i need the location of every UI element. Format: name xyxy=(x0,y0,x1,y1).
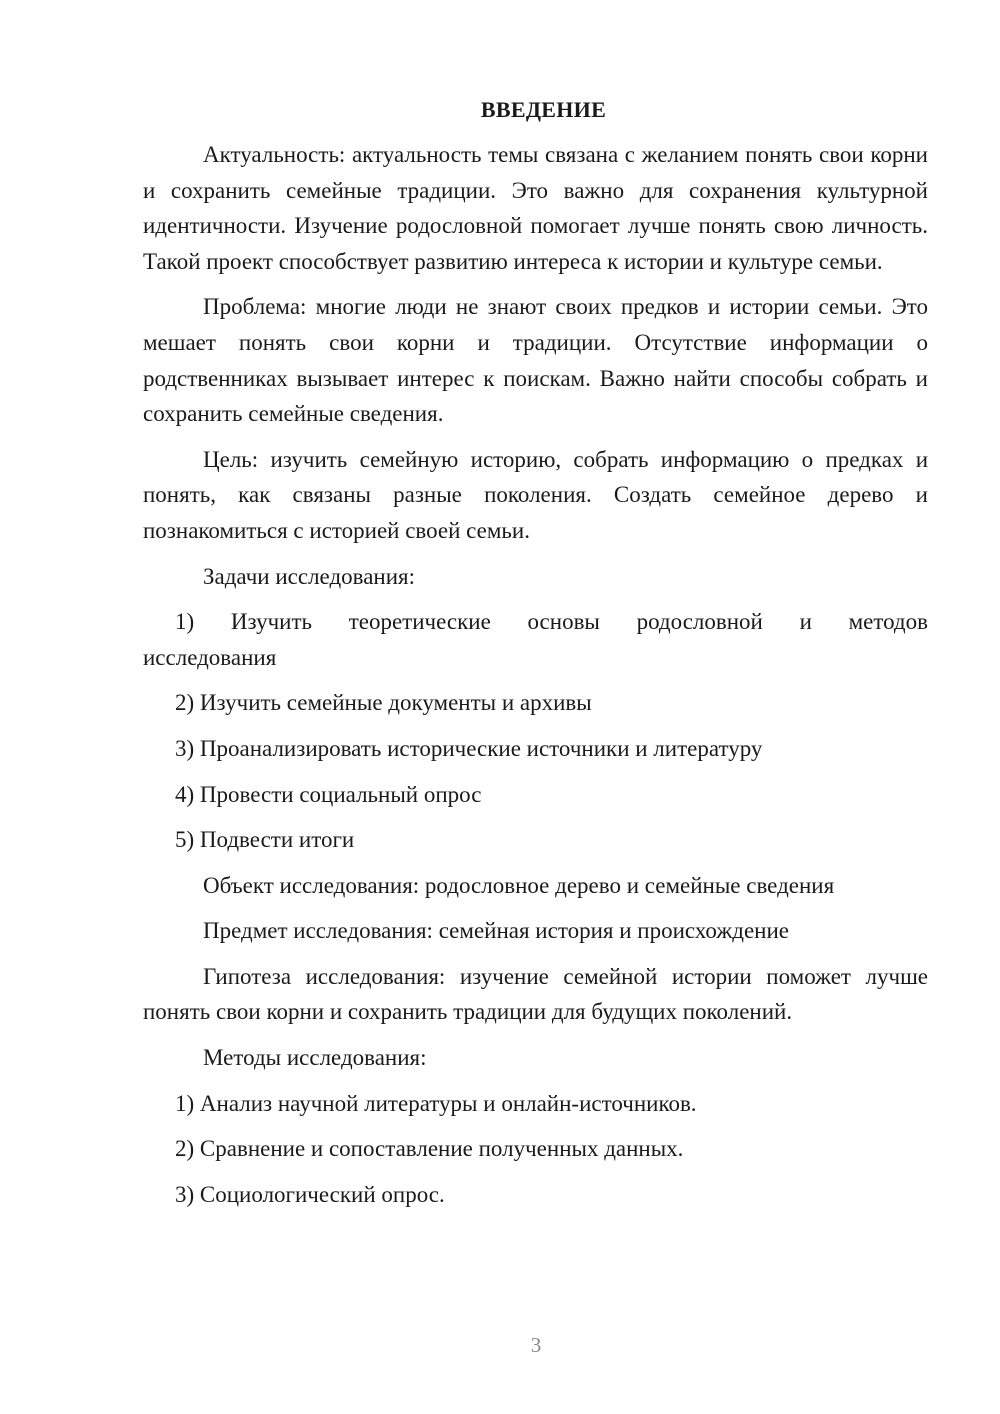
research-subject: Предмет исследования: семейная история и происхождение xyxy=(203,918,789,944)
list-item: 3) Социологический опрос. xyxy=(175,1181,445,1207)
list-item: 1) Анализ научной литературы и онлайн-источников. xyxy=(175,1090,697,1116)
paragraph-relevance: Актуальность: актуальность темы связана с желанием понять свои корни и сохранить семейные традиции. Это важно для сохранения культурной идентичности. Изучение родословной помогает лучше понять свою личность. Такой проект способствует развитию интереса к истории и культуре семьи. xyxy=(143,142,928,274)
methods-list xyxy=(143,1086,928,1213)
list-item: 2) Изучить семейные документы и архивы xyxy=(175,690,592,716)
paragraph-problem: Проблема: многие люди не знают своих предков и истории семьи. Это мешает понять свои корни и традиции. Отсутствие информации о родственниках вызывает интерес к поискам. Важно найти способы собрать и сохранить семейные сведения. xyxy=(143,294,928,427)
research-object: Объект исследования: родословное дерево и семейные сведения xyxy=(203,872,835,898)
list-item: 4) Провести социальный опрос xyxy=(175,781,482,807)
list-item: 2) Сравнение и сопоставление полученных данных. xyxy=(175,1136,684,1162)
methods-heading: Методы исследования: xyxy=(203,1045,427,1071)
paragraph-goal: Цель: изучить семейную историю, собрать информацию о предках и понять, как связаны разные поколения. Создать семейное дерево и познакомиться с историей своей семьи. xyxy=(143,446,928,543)
list-item: 5) Подвести итоги xyxy=(175,827,355,853)
list-item: 3) Проанализировать исторические источники и литературу xyxy=(175,735,763,761)
list-item: 1) Изучить теоретические основы родословной и методов исследования xyxy=(143,609,928,670)
tasks-heading: Задачи исследования: xyxy=(203,563,416,589)
page-content xyxy=(143,96,928,1222)
page-title: ВВЕДЕНИЕ xyxy=(480,97,607,122)
page-number: 3 xyxy=(530,1333,542,1357)
tasks-list xyxy=(143,604,928,858)
research-hypothesis: Гипотеза исследования: изучение семейной истории поможет лучше понять свои корни и сохранить традиции для будущих поколений. xyxy=(143,963,928,1025)
